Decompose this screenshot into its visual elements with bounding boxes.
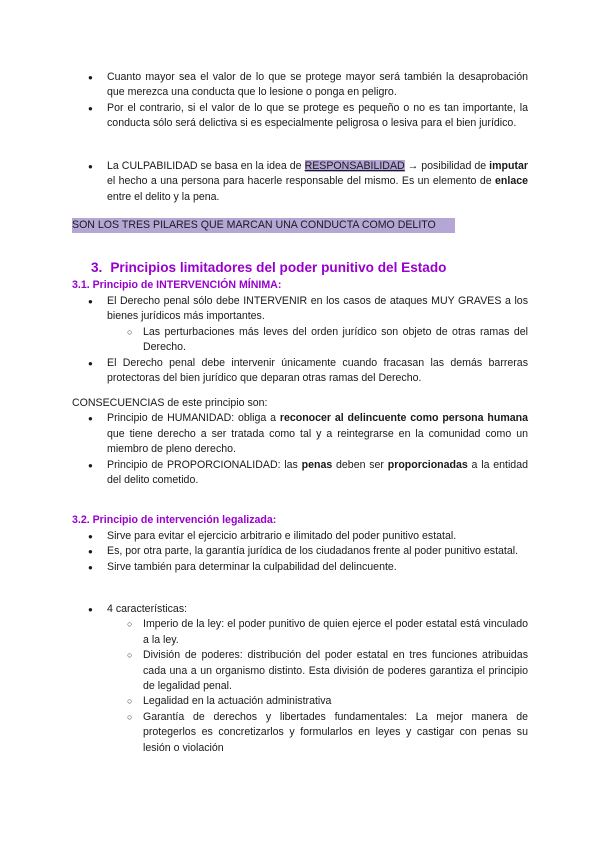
- bullet-list-3-2: [0, 529, 600, 575]
- bullet-list-top: [0, 70, 600, 132]
- highlight-banner: SON LOS TRES PILARES QUE MARCAN UNA CONDUCTA COMO DELITO: [72, 218, 455, 233]
- sub-list-item: ○ Imperio de la ley: el poder punitivo de quien ejerce el poder estatal está vinculado a la ley.: [0, 617, 600, 648]
- sub-list-item: ○ División de poderes: distribución del poder estatal en tres funciones atribuidas cada una a un organismo distinto. Esta división de poderes garantiza el principio de legalidad penal.: [0, 648, 600, 694]
- bullet-list-caracteristicas: [0, 602, 600, 756]
- highlight-responsabilidad: RESPONSABILIDAD: [304, 160, 405, 172]
- list-item: ● El Derecho penal debe intervenir únicamente cuando fracasan las demás barreras protectoras del bien jurídico que deparan otras ramas del Derecho.: [0, 356, 600, 387]
- subsection-heading-3-2: 3.2. Principio de intervención legalizada:: [72, 514, 277, 526]
- list-item: ● 4 características:: [0, 602, 600, 617]
- consecuencias-block: [0, 396, 600, 488]
- list-item-proporcionalidad: ● Principio de PROPORCIONALIDAD: las penas deben ser proporcionadas a la entidad del delito cometido.: [0, 458, 600, 489]
- sub-list-item: ○ Las perturbaciones más leves del orden jurídico son objeto de otras ramas del Derecho.: [0, 325, 600, 356]
- list-item: ● Sirve para evitar el ejercicio arbitrario e ilimitado del poder punitivo estatal.: [0, 529, 600, 544]
- subsection-heading-3-1: 3.1. Principio de INTERVENCIÓN MÍNIMA:: [72, 279, 282, 291]
- bullet-list-3-1: [0, 294, 600, 386]
- list-item-culpabilidad: ● La CULPABILIDAD se basa en la idea de RESPONSABILIDAD → posibilidad de imputar el hecho a una persona para hacerle responsable del mismo. Es un elemento de enlace entre el delito y la pena.: [0, 159, 600, 205]
- list-item-humanidad: ● Principio de HUMANIDAD: obliga a reconocer al delincuente como persona humana que tiene derecho a ser tratada como tal y a reintegrarse en la comunidad como un miembro de pleno derecho.: [0, 411, 600, 457]
- list-item: ● Por el contrario, si el valor de lo que se protege es pequeño o no es tan importante, la conducta sólo será delictiva si es especialmente peligrosa o lesiva para el bien jurídico.: [0, 101, 600, 132]
- consecuencias-label: CONSECUENCIAS de este principio son:: [72, 397, 268, 409]
- bullet-list-culpabilidad: [0, 159, 600, 205]
- list-item: ● El Derecho penal sólo debe INTERVENIR en los casos de ataques MUY GRAVES a los bienes jurídicos más importantes.: [0, 294, 600, 325]
- section-heading: 3. Principios limitadores del poder punitivo del Estado: [91, 260, 447, 275]
- list-item: ● Cuanto mayor sea el valor de lo que se protege mayor será también la desaprobación que merezca una conducta que lo lesione o ponga en peligro.: [0, 70, 600, 101]
- list-item: ● Es, por otra parte, la garantía jurídica de los ciudadanos frente al poder punitivo estatal.: [0, 544, 600, 559]
- sub-list-item: ○ Garantía de derechos y libertades fundamentales: La mejor manera de protegerlos es concretizarlos y formularlos en leyes y castigar con penas su lesión o violación: [0, 710, 600, 756]
- list-item: ● Sirve también para determinar la culpabilidad del delincuente.: [0, 560, 600, 575]
- sub-list-item: ○ Legalidad en la actuación administrativa: [0, 694, 600, 709]
